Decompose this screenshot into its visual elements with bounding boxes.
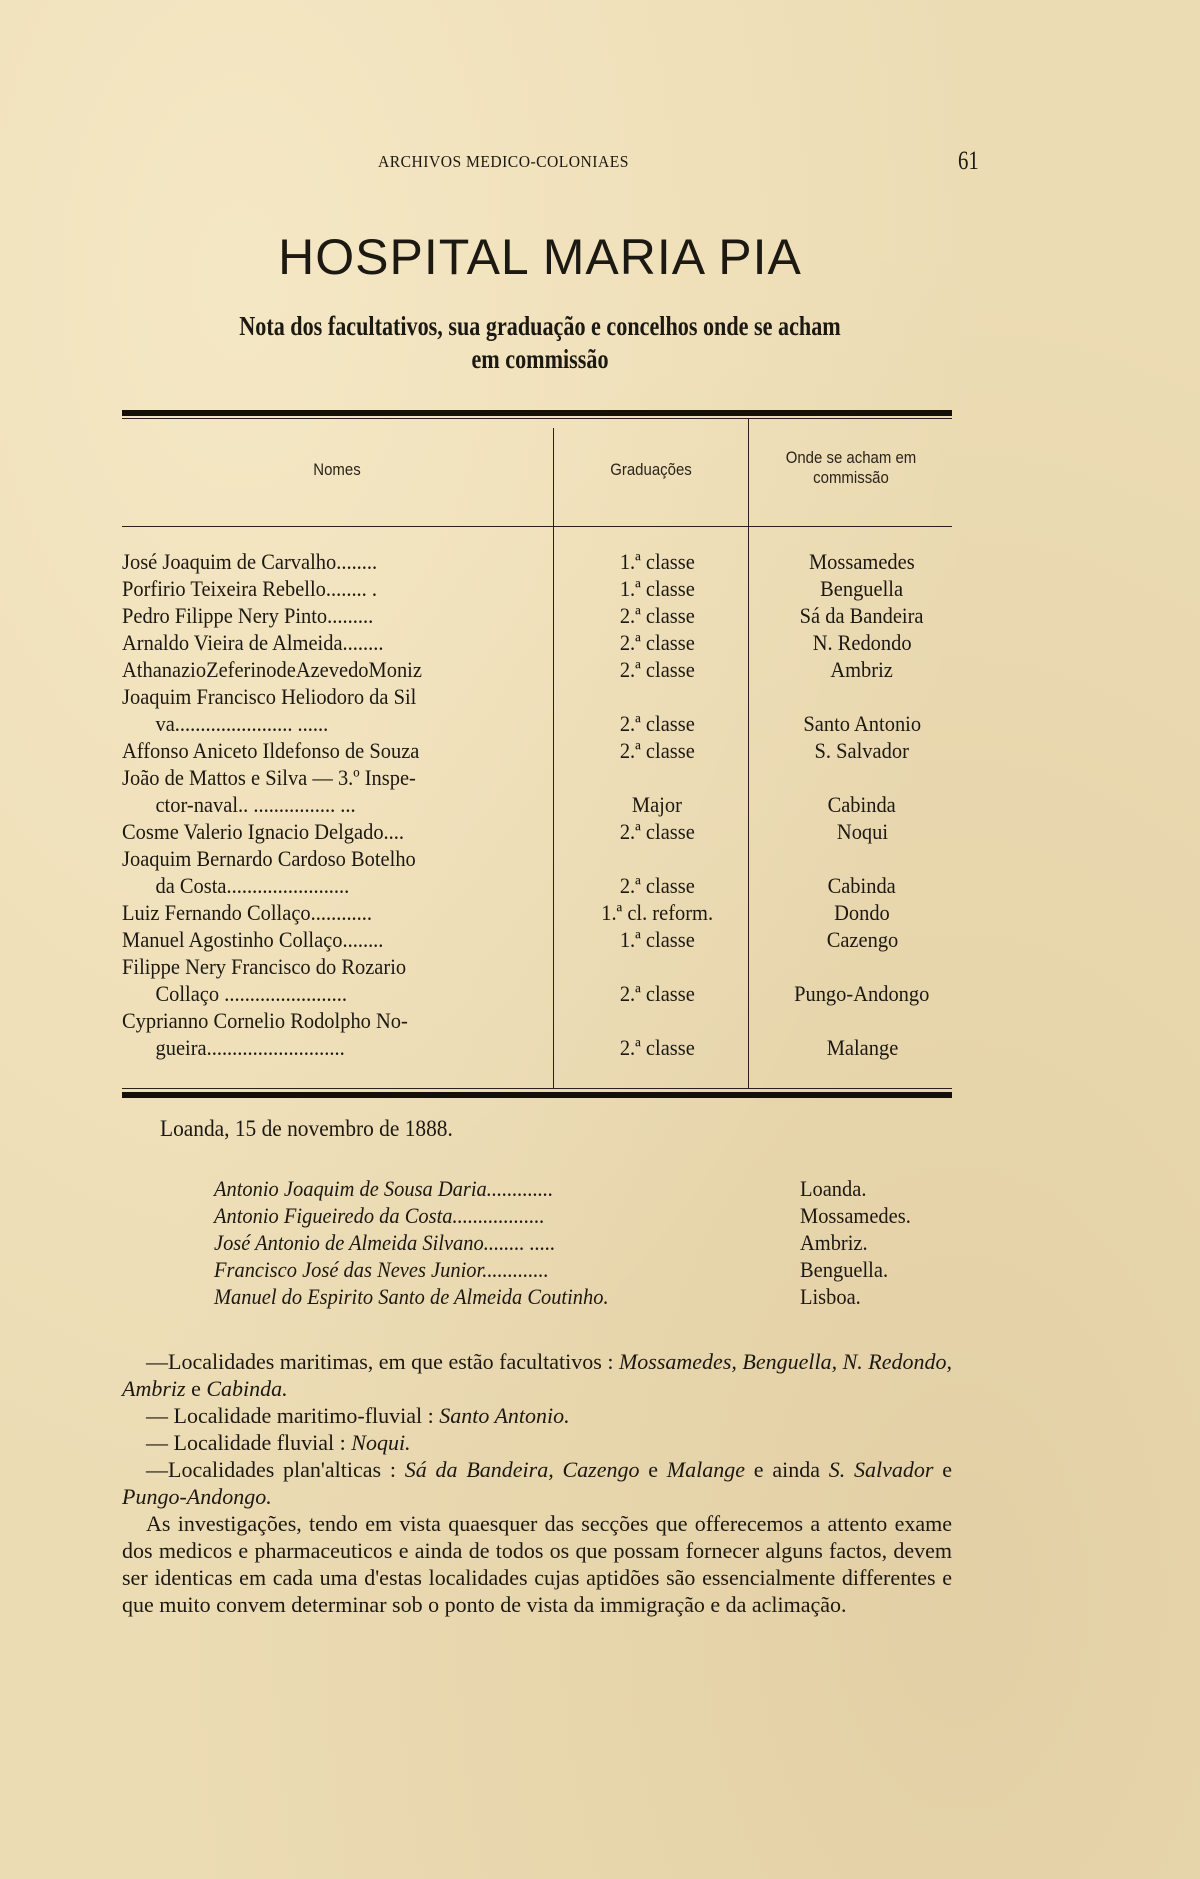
- commission-location: [762, 656, 962, 683]
- header-bottom-rule: [122, 526, 952, 527]
- header-grades: Graduações: [610, 460, 692, 479]
- signer-name: Francisco José das Neves Junior.............: [214, 1257, 549, 1282]
- physician-name: [122, 953, 550, 1007]
- physician-name: [122, 899, 550, 926]
- table-row: [122, 845, 952, 899]
- physician-name-line: Collaço ........................: [155, 981, 348, 1006]
- signer-location: Loanda.: [800, 1176, 867, 1201]
- signer-row: [214, 1176, 974, 1203]
- note-plateau: [122, 1456, 952, 1510]
- physician-grade: [558, 629, 756, 656]
- table-row: [122, 818, 952, 845]
- page-title: HOSPITAL MARIA PIA: [278, 229, 802, 285]
- grade-text: 2.ª classe: [619, 630, 695, 655]
- grade-text: 2.ª classe: [619, 981, 695, 1006]
- commission-location: [762, 791, 962, 818]
- notes-section: [122, 1348, 952, 1618]
- physician-name-line: José Joaquim de Carvalho........: [122, 549, 378, 574]
- physician-name: [122, 1007, 550, 1061]
- signer-location: Ambriz.: [800, 1230, 868, 1255]
- physician-name-line: João de Mattos e Silva — 3.º Inspe-: [122, 765, 416, 790]
- grade-text: 1.ª cl. reform.: [601, 900, 713, 925]
- commission-location: [762, 710, 962, 737]
- physician-grade: [558, 575, 756, 602]
- table-row: [122, 656, 952, 683]
- table-row: [122, 1007, 952, 1061]
- location-text: Pungo-Andongo: [794, 981, 930, 1006]
- location-text: Sá da Bandeira: [800, 603, 924, 628]
- signer-row: [214, 1203, 974, 1230]
- physician-name-line: Cyprianno Cornelio Rodolpho No-: [122, 1008, 408, 1033]
- physician-name: [122, 818, 550, 845]
- location-text: Noqui: [836, 819, 888, 844]
- physician-name-line: Arnaldo Vieira de Almeida........: [122, 630, 384, 655]
- note-plateau-places-b: Malange: [666, 1457, 745, 1482]
- note-maritime-places: Mossamedes, Benguella, N. Redondo, Ambriz: [122, 1349, 952, 1401]
- conjunction: e ainda: [745, 1457, 829, 1482]
- running-head: [0, 146, 1200, 180]
- header-places-line-2: commissão: [813, 468, 889, 487]
- signers-list: [214, 1176, 974, 1311]
- note-fluvial-label: — Localidade fluvial :: [146, 1430, 352, 1455]
- subtitle: [97, 310, 983, 376]
- table-row: [122, 575, 952, 602]
- physician-grade: [558, 899, 756, 926]
- location-text: Santo Antonio: [803, 711, 921, 736]
- signer-location: Mossamedes.: [800, 1203, 911, 1228]
- table-row: [122, 764, 952, 818]
- physician-name: [122, 764, 550, 818]
- commission-location: [762, 872, 962, 899]
- physician-grade: [558, 656, 756, 683]
- commission-location: [762, 575, 962, 602]
- physician-name: [122, 656, 550, 683]
- physician-name: [122, 926, 550, 953]
- grade-text: 1.ª classe: [619, 549, 695, 574]
- header-names: Nomes: [313, 460, 361, 479]
- physician-grade: [558, 710, 756, 737]
- grade-text: 2.ª classe: [619, 819, 695, 844]
- commission-location: [762, 899, 962, 926]
- signer-name: Manuel do Espirito Santo de Almeida Coutinho.: [214, 1284, 609, 1309]
- note-fluvial: [122, 1429, 952, 1456]
- physician-name-line: Porfirio Teixeira Rebello........ .: [122, 576, 378, 601]
- commission-location: [762, 548, 962, 575]
- grade-text: 1.ª classe: [619, 576, 695, 601]
- table-row: [122, 926, 952, 953]
- table-row: [122, 602, 952, 629]
- table-bottom-rule: [122, 1092, 952, 1098]
- note-plateau-places-c: S. Salvador: [828, 1457, 934, 1482]
- commission-location: [762, 737, 962, 764]
- location-text: N. Redondo: [812, 630, 912, 655]
- grade-text: 2.ª classe: [619, 1035, 695, 1060]
- table-row: [122, 548, 952, 575]
- location-text: Ambriz: [830, 657, 894, 682]
- note-maritime-fluvial-label: — Localidade maritimo-fluvial :: [146, 1403, 440, 1428]
- grade-text: Major: [631, 792, 682, 817]
- signer-name: José Antonio de Almeida Silvano........ .....: [214, 1230, 556, 1255]
- grade-text: 2.ª classe: [619, 873, 695, 898]
- table-row: [122, 629, 952, 656]
- signer-name: Antonio Joaquim de Sousa Daria.............: [214, 1176, 554, 1201]
- physician-name: [122, 575, 550, 602]
- location-text: Mossamedes: [809, 549, 915, 574]
- physician-grade: [558, 926, 756, 953]
- signer-row: [214, 1230, 974, 1257]
- physician-grade: [558, 1034, 756, 1061]
- physician-name-line: Joaquim Bernardo Cardoso Botelho: [122, 846, 416, 871]
- physician-name-line: Cosme Valerio Ignacio Delgado....: [122, 819, 405, 844]
- conjunction: e: [185, 1376, 207, 1401]
- commission-location: [762, 1034, 962, 1061]
- location-text: Benguella: [820, 576, 904, 601]
- closing-paragraph: As investigações, tendo em vista quaesquer das secções que offerecemos a attento exame dos medicos e pharmaceuticos e ainda de todos os que possam fornecer alguns factos, devem ser identicas em cada uma d'estas localidades cujas aptidões são essencialmente differentes e que muito convem determinar sob o ponto de vista da immigração e da aclimação.: [122, 1511, 952, 1617]
- signer-name: Antonio Figueiredo da Costa..................: [214, 1203, 545, 1228]
- physician-grade: [558, 818, 756, 845]
- grade-text: 2.ª classe: [619, 603, 695, 628]
- physician-grade: [558, 791, 756, 818]
- physician-name-line: Manuel Agostinho Collaço........: [122, 927, 384, 952]
- note-plateau-label: —Localidades plan'alticas :: [146, 1457, 405, 1482]
- physician-grade: [558, 602, 756, 629]
- physician-name-line: Affonso Aniceto Ildefonso de Souza: [122, 738, 420, 763]
- location-text: Cabinda: [827, 792, 897, 817]
- physician-grade: [558, 872, 756, 899]
- physician-grade: [558, 980, 756, 1007]
- physician-name: [122, 602, 550, 629]
- grade-text: 1.ª classe: [619, 927, 695, 952]
- location-text: Cabinda: [827, 873, 897, 898]
- note-fluvial-place: Noqui.: [351, 1430, 411, 1455]
- physician-name-line: ctor-naval.. ................ ...: [155, 792, 356, 817]
- physician-grade: [558, 548, 756, 575]
- physician-name-line: Luiz Fernando Collaço............: [122, 900, 373, 925]
- physician-name: [122, 629, 550, 656]
- physician-name-line: Pedro Filippe Nery Pinto.........: [122, 603, 374, 628]
- conjunction: e: [639, 1457, 667, 1482]
- note-plateau-places-d: Pungo-Andongo.: [122, 1484, 272, 1509]
- signer-row: [214, 1257, 974, 1284]
- physician-name-line: AthanazioZeferinodeAzevedoMoniz: [122, 657, 422, 682]
- physician-name: [122, 548, 550, 575]
- signer-row: [214, 1284, 974, 1311]
- grade-text: 2.ª classe: [619, 711, 695, 736]
- header-places: [762, 448, 940, 488]
- commission-location: [762, 818, 962, 845]
- physicians-table: [122, 400, 952, 1100]
- subtitle-line-2: em commissão: [471, 344, 609, 374]
- table-top-thin-rule: [122, 418, 952, 419]
- location-text: Dondo: [834, 900, 890, 925]
- table-row: [122, 953, 952, 1007]
- location-text: Cazengo: [826, 927, 898, 952]
- subtitle-line-1: Nota dos facultativos, sua graduação e concelhos onde se acham: [239, 311, 841, 341]
- note-maritime-label: —Localidades maritimas, em que estão facultativos :: [146, 1349, 619, 1374]
- table-row: [122, 683, 952, 737]
- table-top-rule: [122, 410, 952, 416]
- signer-location: Benguella.: [800, 1257, 889, 1282]
- physician-name-line: da Costa........................: [155, 873, 350, 898]
- note-plateau-places-a: Sá da Bandeira, Cazengo: [404, 1457, 640, 1482]
- header-places-line-1: Onde se acham em: [785, 448, 917, 467]
- commission-location: [762, 602, 962, 629]
- location-text: S. Salvador: [814, 738, 910, 763]
- physician-name: [122, 683, 550, 737]
- note-maritime: [122, 1348, 952, 1402]
- physician-grade: [558, 737, 756, 764]
- table-bottom-thin-rule: [122, 1088, 952, 1089]
- signer-location: Lisboa.: [800, 1284, 861, 1309]
- commission-location: [762, 629, 962, 656]
- physician-name-line: Joaquim Francisco Heliodoro da Sil: [122, 684, 417, 709]
- table-row: [122, 899, 952, 926]
- commission-location: [762, 980, 962, 1007]
- commission-location: [762, 926, 962, 953]
- table-row: [122, 737, 952, 764]
- note-maritime-fluvial-place: Santo Antonio.: [439, 1403, 570, 1428]
- conjunction: e: [933, 1457, 952, 1482]
- physician-name-line: Filippe Nery Francisco do Rozario: [122, 954, 407, 979]
- grade-text: 2.ª classe: [619, 657, 695, 682]
- physician-name: [122, 845, 550, 899]
- location-text: Malange: [826, 1035, 898, 1060]
- physician-name-line: va....................... ......: [155, 711, 329, 736]
- page-number: 61: [958, 146, 979, 175]
- journal-title: ARCHIVOS MEDICO-COLONIAES: [378, 152, 629, 171]
- physician-name: [122, 737, 550, 764]
- physician-name-line: gueira...........................: [155, 1035, 345, 1060]
- grade-text: 2.ª classe: [619, 738, 695, 763]
- note-maritime-fluvial: [122, 1402, 952, 1429]
- dateline: Loanda, 15 de novembro de 1888.: [160, 1116, 453, 1141]
- note-maritime-places-last: Cabinda.: [206, 1376, 288, 1401]
